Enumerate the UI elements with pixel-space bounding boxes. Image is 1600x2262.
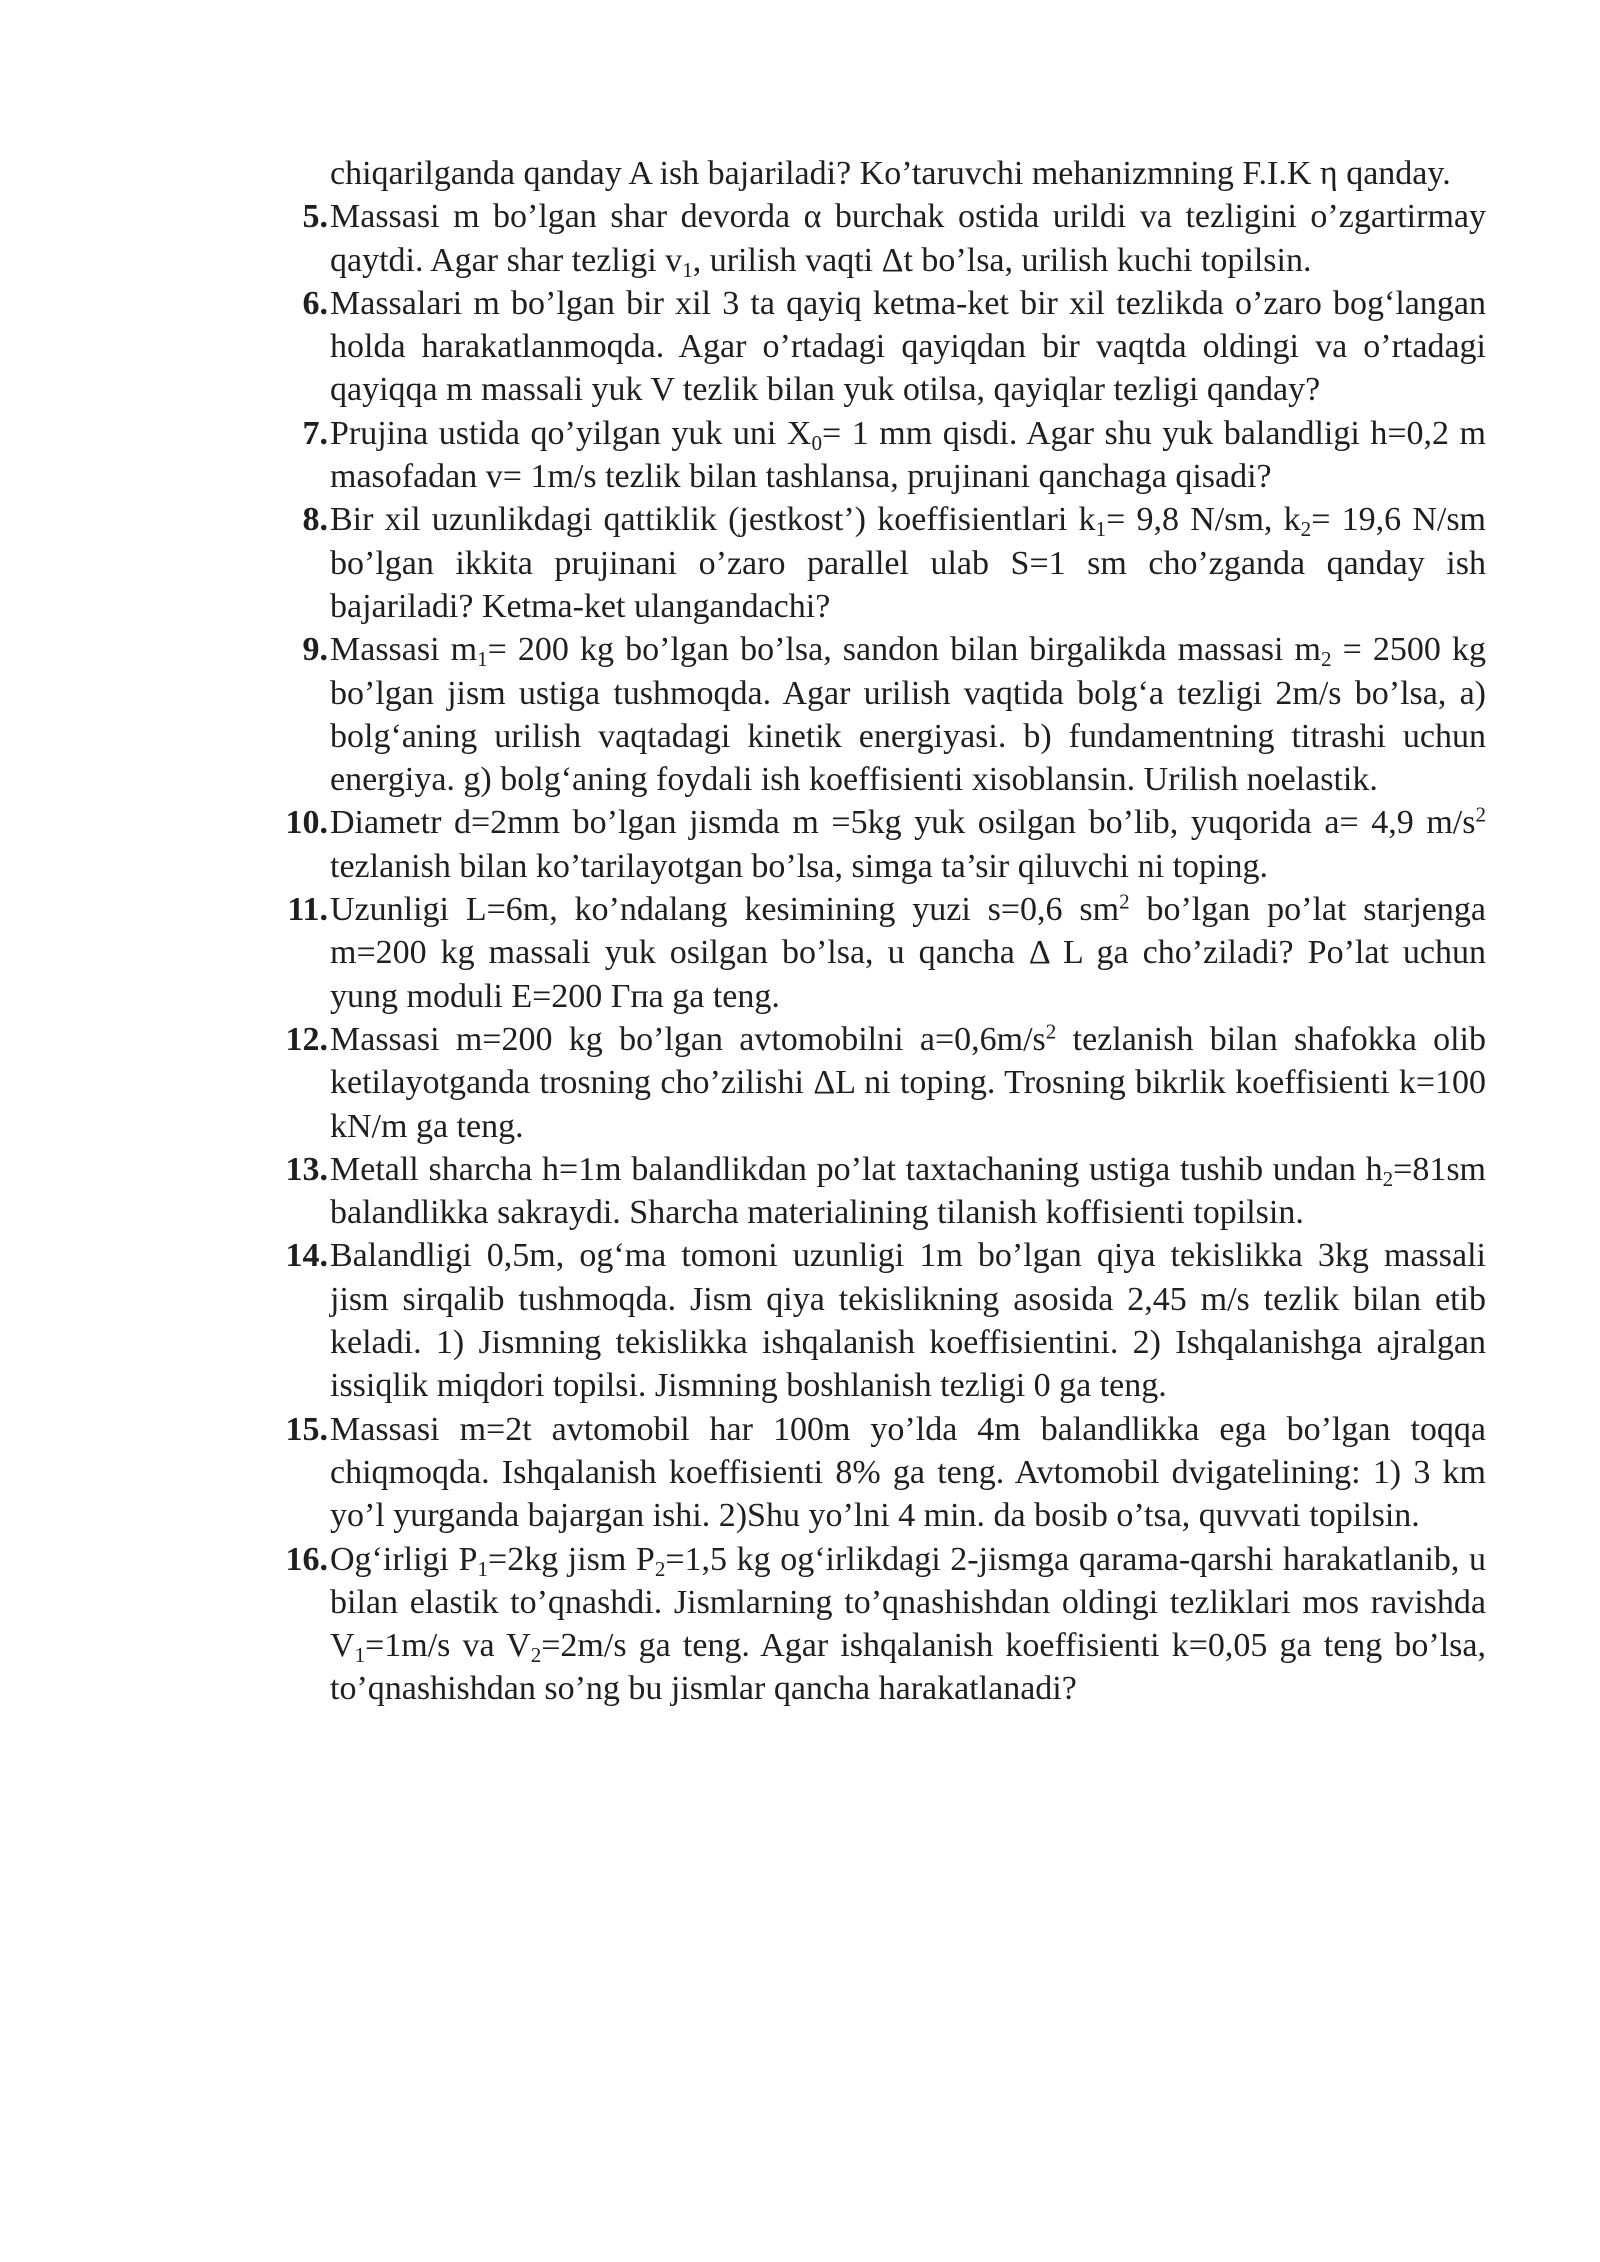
problem-13 — [285, 1148, 1486, 1235]
problem-15 — [285, 1408, 1486, 1538]
problem-7 — [302, 412, 1486, 499]
problem-number: 14. — [285, 1237, 328, 1275]
problem-number: 10. — [285, 804, 328, 842]
problem-text: Massasi $m_1= 200$ kg bo’lgan bo’lsa, sandon bilan birgalikda massasi $m_2 = 2500$ kg bo’lgan jism ustiga tushmoqda. Agar urilish vaqtida bolg‘a tezligi 2m/s bo’lsa, a) bolg‘aning urilish vaqtadagi kinetik energiyasi. b) fundamentning titrashi uchun energiya. g) bolg‘aning foydali ish koeffisienti xisoblansin. Urilish noelastik. — [330, 631, 1487, 799]
problem-number: 12. — [285, 1020, 328, 1058]
problem-text: Bir xil uzunlikdagi qattiklik (jestkost’) koeffisientlari $k_1= 9,8$ N/sm, $k_2= 19,6$ N/sm bo’lgan ikkita prujinani o’zaro parallel ulab S=1 sm cho’zganda qanday ish bajariladi? Ketma-ket ulangandachi? — [330, 501, 1487, 625]
problem-text: Massalari m bo’lgan bir xil 3 ta qayiq ketma-ket bir xil tezlikda o’zaro bog‘langan holda harakatlanmoqda. Agar o’rtadagi qayiqdan bir vaqtda oldingi va o’rtadagi qayiqqa m massali yuk V tezlik bilan yuk otilsa, qayiqlar tezligi qanday? — [330, 284, 1486, 409]
problem-text: Og‘irligi $P_1=2kg$ jism $P_2=1,5$ kg og‘irlikdagi 2-jismga qarama-qarshi harakatlanib, u bilan elastik to’qnashdi. Jismlarning to’qnashishdan oldingi tezliklari mos ravishda $V_1=1m/s$ va $V_2=2m/s$ ga teng. Agar ishqalanish koeffisienti k=0,05 ga teng bo’lsa, to’qnashishdan so’ng bu jismlar qancha harakatlanadi? — [330, 1540, 1486, 1708]
problem-text: Metall sharcha h=1m balandlikdan po’lat taxtachaning ustiga tushib undan $h_2=81sm$ balandlikka sakraydi. Sharcha materialining tilanish koffisienti topilsin. — [330, 1150, 1486, 1232]
problem-text: Uzunligi L=6m, ko’ndalang kesimining yuzi s=0,6 $sm^2$ bo’lgan po’lat starjenga m=200 kg massali yuk osilgan bo’lsa, u qancha Δ L ga cho’ziladi? Po’lat uchun yung moduli E=200 Гпа ga teng. — [330, 889, 1486, 1015]
problem-list — [285, 152, 1487, 1711]
problem-text: Massasi m=2t avtomobil har 100m yo’lda 4m balandlikka ega bo’lgan toqqa chiqmoqda. Ishqalanish koeffisienti 8% ga teng. Avtomobil dvigatelining: 1) 3 km yo’l yurganda bajargan ishi. 2)Shu yo’lni 4 min. da bosib o’tsa, quvvati topilsin. — [330, 1410, 1486, 1535]
problem-text: Massasi m bo’lgan shar devorda α burchak ostida urildi va tezligini o’zgartirmay qaytdi. Agar shar tezligi $v_1$, urilish vaqti Δt bo’lsa, urilish kuchi topilsin. — [330, 198, 1486, 282]
problem-9 — [302, 628, 1487, 801]
problem-4-continuation — [330, 152, 1486, 195]
problem-5 — [302, 195, 1486, 282]
problem-number: 15. — [285, 1410, 328, 1448]
problem-number: 16. — [285, 1540, 328, 1578]
problem-8 — [302, 498, 1487, 628]
problem-text: Prujina ustida qo’yilgan yuk uni $X_0= 1$ mm qisdi. Agar shu yuk balandligi h=0,2 m masofadan v= 1m/s tezlik bilan tashlansa, prujinani qanchaga qisadi? — [330, 414, 1486, 496]
problem-number: 5. — [302, 198, 328, 236]
problem-10 — [285, 801, 1486, 888]
problem-number: 7. — [302, 414, 328, 452]
problem-number: 13. — [285, 1150, 328, 1188]
problem-14 — [285, 1234, 1486, 1407]
problem-text: Diametr d=2mm bo’lgan jismda m =5kg yuk osilgan bo’lib, yuqorida a= 4,9 $m/s^2$ tezlanish bilan ko’tarilayotgan bo’lsa, simga ta’sir qiluvchi ni toping. — [330, 802, 1486, 885]
problem-number: 6. — [302, 284, 328, 322]
problem-number: 11. — [287, 891, 328, 929]
problem-16 — [285, 1538, 1486, 1711]
problem-number: 8. — [302, 501, 328, 539]
problem-text: Balandligi 0,5m, og‘ma tomoni uzunligi 1m bo’lgan qiya tekislikka 3kg massali jism sirqalib tushmoqda. Jism qiya tekislikning asosida 2,45 m/s tezlik bilan etib keladi. 1) Jismning tekislikka ishqalanish koeffisientini. 2) Ishqalanishga ajralgan issiqlik miqdori topilsi. Jismning boshlanish tezligi 0 ga teng. — [330, 1237, 1486, 1405]
problem-11 — [287, 888, 1486, 1018]
problem-text: Massasi m=200 kg bo’lgan avtomobilni $a=0,6m/s^2$ tezlanish bilan shafokka olib ketilayotganda trosning cho’zilishi ΔL ni toping. Trosning bikrlik koeffisienti k=100 kN/m ga teng. — [330, 1019, 1486, 1145]
problem-12 — [285, 1018, 1486, 1148]
problem-text: chiqarilganda qanday A ish bajariladi? Ko’taruvchi mehanizmning F.I.K η qanday. — [330, 155, 1451, 192]
problem-6 — [302, 282, 1486, 412]
problem-number: 9. — [302, 631, 328, 669]
